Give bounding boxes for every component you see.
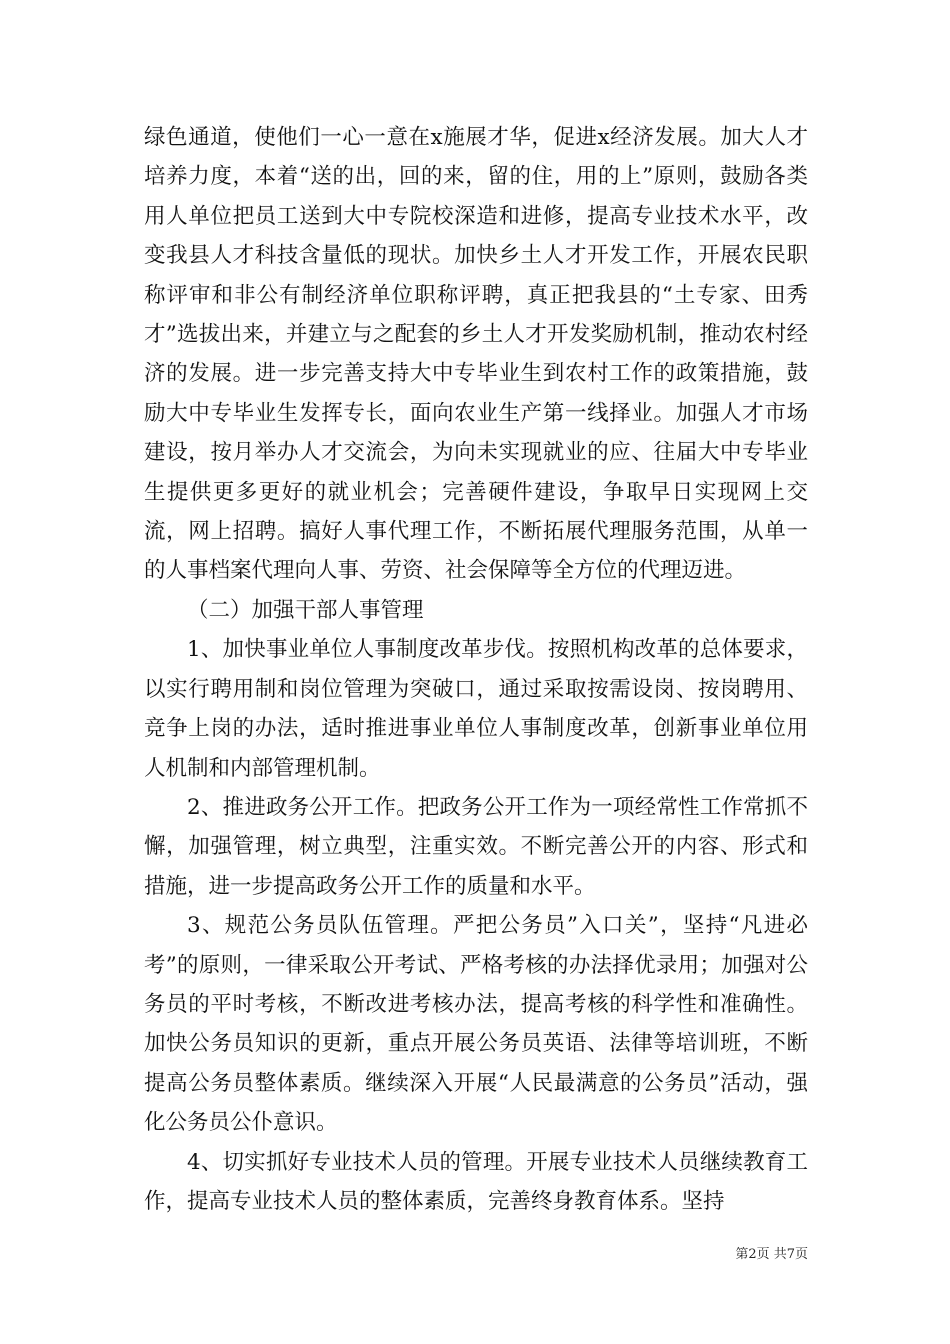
paragraph-item-3: 3、规范公务员队伍管理。严把公务员”入口关”，坚持“凡进必考”的原则，一律采取公开考试、严格考核的办法择优录用；加强对公务员的平时考核，不断改进考核办法，提高考核的科学性和准确性。加快公务员知识的更新，重点开展公务员英语、法律等培训班，不断提高公务员整体素质。继续深入开展“人民最满意的公务员”活动，强化公务员公仆意识。: [144, 913, 808, 1136]
page-number: 第2页 共7页: [735, 1247, 808, 1262]
paragraph-continuation: 绿色通道，使他们一心一意在x施展才华，促进x经济发展。加大人才培养力度，本着“送的出，回的来，留的住，用的上”原则，鼓励各类用人单位把员工送到大中专院校深造和进修，提高专业技术水平，改变我县人才科技含量低的现状。加快乡土人才开发工作，开展农民职称评审和非公有制经济单位职称评聘，真正把我县的“土专家、田秀才”选拔出来，并建立与之配套的乡土人才开发奖励机制，推动农村经济的发展。进一步完善支持大中专毕业生到农村工作的政策措施，鼓励大中专毕业生发挥专长，面向农业生产第一线择业。加强人才市场建设，按月举办人才交流会，为向未实现就业的应、往届大中专毕业生提供更多更好的就业机会；完善硬件建设，争取早日实现网上交流，网上招聘。搞好人事代理工作，不断拓展代理服务范围，从单一的人事档案代理向人事、劳资、社会保障等全方位的代理迈进。: [144, 125, 808, 584]
section-heading: （二）加强干部人事管理: [187, 597, 424, 623]
paragraph-item-2: 2、推进政务公开工作。把政务公开工作为一项经常性工作常抓不懈，加强管理，树立典型，注重实效。不断完善公开的内容、形式和措施，进一步提高政务公开工作的质量和水平。: [144, 794, 808, 899]
paragraph-item-4: 4、切实抓好专业技术人员的管理。开展专业技术人员继续教育工作，提高专业技术人员的整体素质，完善终身教育体系。坚持: [144, 1149, 808, 1214]
paragraph-item-1: 1、加快事业单位人事制度改革步伐。按照机构改革的总体要求，以实行聘用制和岗位管理为突破口，通过采取按需设岗、按岗聘用、竞争上岗的办法，适时推进事业单位人事制度改革，创新事业单位用人机制和内部管理机制。: [144, 637, 808, 781]
document-body: [144, 118, 808, 1221]
